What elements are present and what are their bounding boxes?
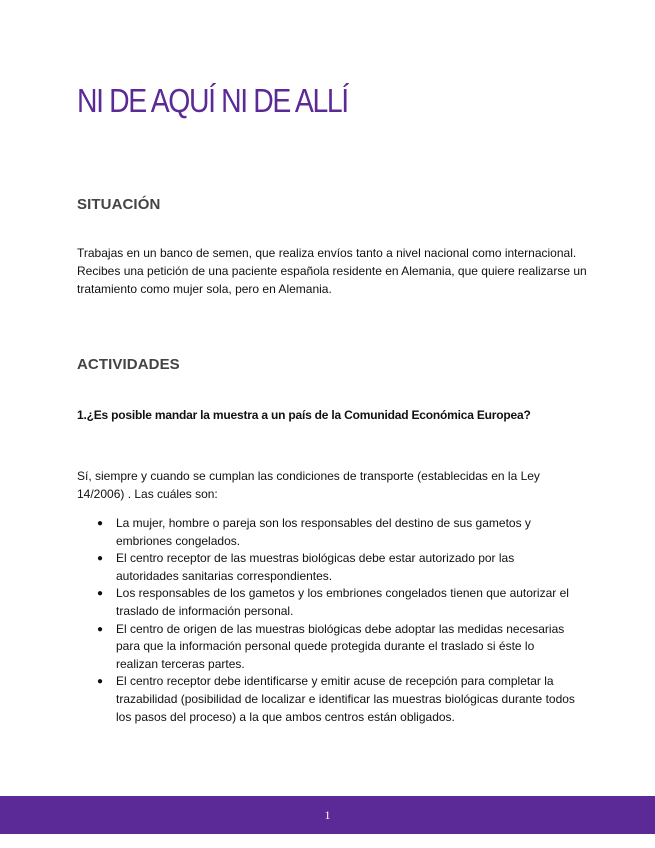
bullet-icon: ● bbox=[97, 623, 104, 635]
situacion-paragraph: Trabajas en un banco de semen, que realiza envíos tanto a nivel nacional como internacional. Recibes una petición de una paciente española residente en Alemania, que quiere realizarse un tratamiento como mujer sola, pero en Alemania. bbox=[77, 246, 587, 296]
list-item bbox=[77, 550, 577, 585]
bullet-icon: ● bbox=[97, 518, 104, 529]
conditions-list bbox=[77, 515, 577, 726]
list-item bbox=[77, 621, 577, 674]
bullet-icon: ● bbox=[97, 676, 104, 688]
list-item-text: Los responsables de los gametos y los embriones congelados tienen que autorizar el traslado de información personal. bbox=[116, 586, 569, 618]
document-title: NI DE AQUÍ NI DE ALLÍ bbox=[77, 82, 348, 119]
list-item-text: El centro receptor debe identificarse y emitir acuse de recepción para completar la trazabilidad (posibilidad de localizar e identificar las muestras biológicas durante todos los pasos del proceso) a la que ambos centros están obligados. bbox=[116, 674, 575, 724]
list-item bbox=[77, 515, 577, 550]
page-number: 1 bbox=[324, 807, 331, 822]
page-footer bbox=[0, 796, 655, 834]
list-item-text: El centro de origen de las muestras biológicas debe adoptar las medidas necesarias para que la información personal quede protegida durante el traslado si éste lo realizan terceras partes. bbox=[116, 621, 565, 671]
list-item bbox=[77, 673, 577, 726]
section-heading-situacion: SITUACIÓN bbox=[77, 196, 161, 213]
bullet-icon: ● bbox=[97, 588, 104, 600]
bullet-icon: ● bbox=[97, 553, 104, 565]
list-item bbox=[77, 585, 577, 620]
activity-question: 1.¿Es posible mandar la muestra a un país de la Comunidad Económica Europea? bbox=[77, 408, 531, 422]
activity-answer: Sí, siempre y cuando se cumplan las condiciones de transporte (establecidas en la Ley 14/2006) . Las cuáles son: bbox=[77, 469, 540, 501]
section-heading-actividades: ACTIVIDADES bbox=[77, 356, 180, 373]
list-item-text: La mujer, hombre o pareja son los responsables del destino de sus gametos y embriones congelados. bbox=[116, 516, 531, 548]
list-item-text: El centro receptor de las muestras biológicas debe estar autorizado por las autoridades sanitarias correspondientes. bbox=[116, 551, 515, 583]
